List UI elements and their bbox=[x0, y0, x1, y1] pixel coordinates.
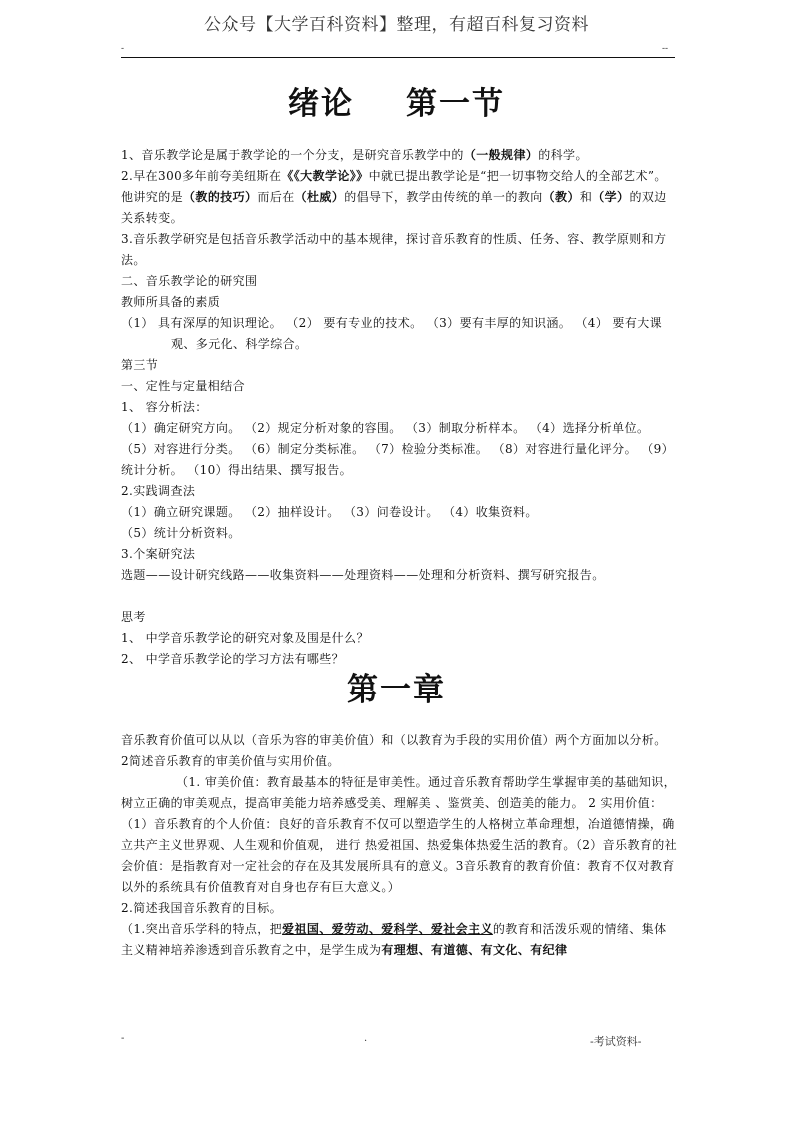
teacher-quality-list: （1） 具有深厚的知识理论。 （2） 要有专业的技术。 （3）要有丰厚的知识涵。 （4） 要有大课观、多元化、科学综合。 bbox=[121, 316, 663, 351]
heading-qualitative-quantitative: 一、定性与定量相结合 bbox=[121, 379, 246, 393]
intro-section bbox=[121, 145, 678, 670]
content-analysis-steps: （1）确定研究方向。 （2）规定分析对象的容围。 （3）制取分析样本。 （4）选择分析单位。 （5）对容进行分类。 （6）制定分类标准。 （7）检验分类标准。 （8）对容进行量化评分。 （9）统计分析。 （10）得出结果、撰写报告。 bbox=[121, 421, 675, 477]
header-rule bbox=[121, 57, 675, 58]
heading-research-scope: 二、音乐教学论的研究围 bbox=[121, 274, 258, 288]
section-title-number: 第一节 bbox=[406, 86, 505, 122]
value-question: 2简述音乐教育的审美价值与实用价值。 bbox=[121, 754, 340, 768]
value-intro: 音乐教育价值可以从以（音乐为容的审美价值）和（以教育为手段的实用价值）两个方面加以分析。 bbox=[121, 733, 667, 747]
heading-content-analysis: 1、 容分析法： bbox=[121, 400, 208, 414]
header-mark-left: - bbox=[121, 44, 125, 54]
header-mark-right: -- bbox=[662, 44, 669, 54]
value-answer: （1. 审美价值：教育最基本的特征是审美性。通过音乐教育帮助学生掌握审美的基础知识，树立正确的审美观点，提高审美能力培养感受美、理解美 、鉴赏美、创造美的能力。 2 实用价值：（1）音乐教育的个人价值：良好的音乐教育不仅可以塑造学生的人格树立革命理想，冶道德情操，确立共产主义世界观、人生观和价值观， 进行 热爱祖国、热爱集体热爱生活的教育。（2）音乐教育的社会价值：是指教育对一定社会的存在及其发展所具有的意义。3音乐教育的教育价值：教育不仅对教育以外的系统具有价值教育对自身也存有巨大意义。） bbox=[121, 775, 678, 894]
paragraph-3: 3.音乐教学研究是包括音乐教学活动中的基本规律，探讨音乐教育的性质、任务、容、教学原则和方法。 bbox=[121, 232, 667, 267]
question-2: 2、 中学音乐教学论的学习方法有哪些？ bbox=[121, 652, 345, 666]
footer-mark-left: - bbox=[121, 1033, 125, 1044]
heading-survey-method: 2.实践调查法 bbox=[121, 484, 196, 498]
questions-heading: 思考 bbox=[121, 610, 146, 624]
heading-section-three: 第三节 bbox=[121, 358, 159, 372]
goal-answer: （1.突出音乐学科的特点，把爱祖国、爱劳动、爱科学、爱社会主义的教育和活泼乐观的情绪、集体主义精神培养渗透到音乐教育之中，是学生成为有理想、有道德、有文化、有纪律 bbox=[121, 922, 667, 957]
paragraph-1: 1、音乐教学论是属于教学论的一个分支，是研究音乐教学中的（一般规律）的科学。 bbox=[121, 148, 588, 162]
case-study-flow: 选题——设计研究线路——收集资料——处理资料——处理和分析资料、撰写研究报告。 bbox=[121, 568, 605, 582]
heading-teacher-quality: 教师所具备的素质 bbox=[121, 295, 221, 309]
chapter-title: 第一章 bbox=[347, 672, 446, 708]
footer-label: -考试资料- bbox=[590, 1035, 642, 1048]
heading-case-study: 3.个案研究法 bbox=[121, 547, 196, 561]
chapter-one-section bbox=[121, 730, 678, 961]
question-1: 1、 中学音乐教学论的研究对象及围是什么？ bbox=[121, 631, 369, 645]
section-title bbox=[0, 78, 793, 123]
goal-question: 2.简述我国音乐教育的目标。 bbox=[121, 901, 283, 915]
survey-steps: （1）确立研究课题。 （2）抽样设计。 （3）问卷设计。 （4）收集资料。 bbox=[121, 505, 538, 519]
paragraph-2: 2.早在300多年前夸美纽斯在《《大教学论》》中就已提出教学论是“把一切事物交给人的全部艺术”。他讲究的是（教的技巧）而后在（杜威）的倡导下，教学由传统的单一的教向（教）和（学）的双边关系转变。 bbox=[121, 169, 667, 225]
survey-steps-cont: （5）统计分析资料。 bbox=[121, 526, 241, 540]
footer-mark-center: . bbox=[364, 1033, 368, 1044]
section-title-intro: 绪论 bbox=[288, 86, 354, 122]
source-banner: 公众号【大学百科资料】整理，有超百科复习资料 bbox=[204, 15, 589, 35]
